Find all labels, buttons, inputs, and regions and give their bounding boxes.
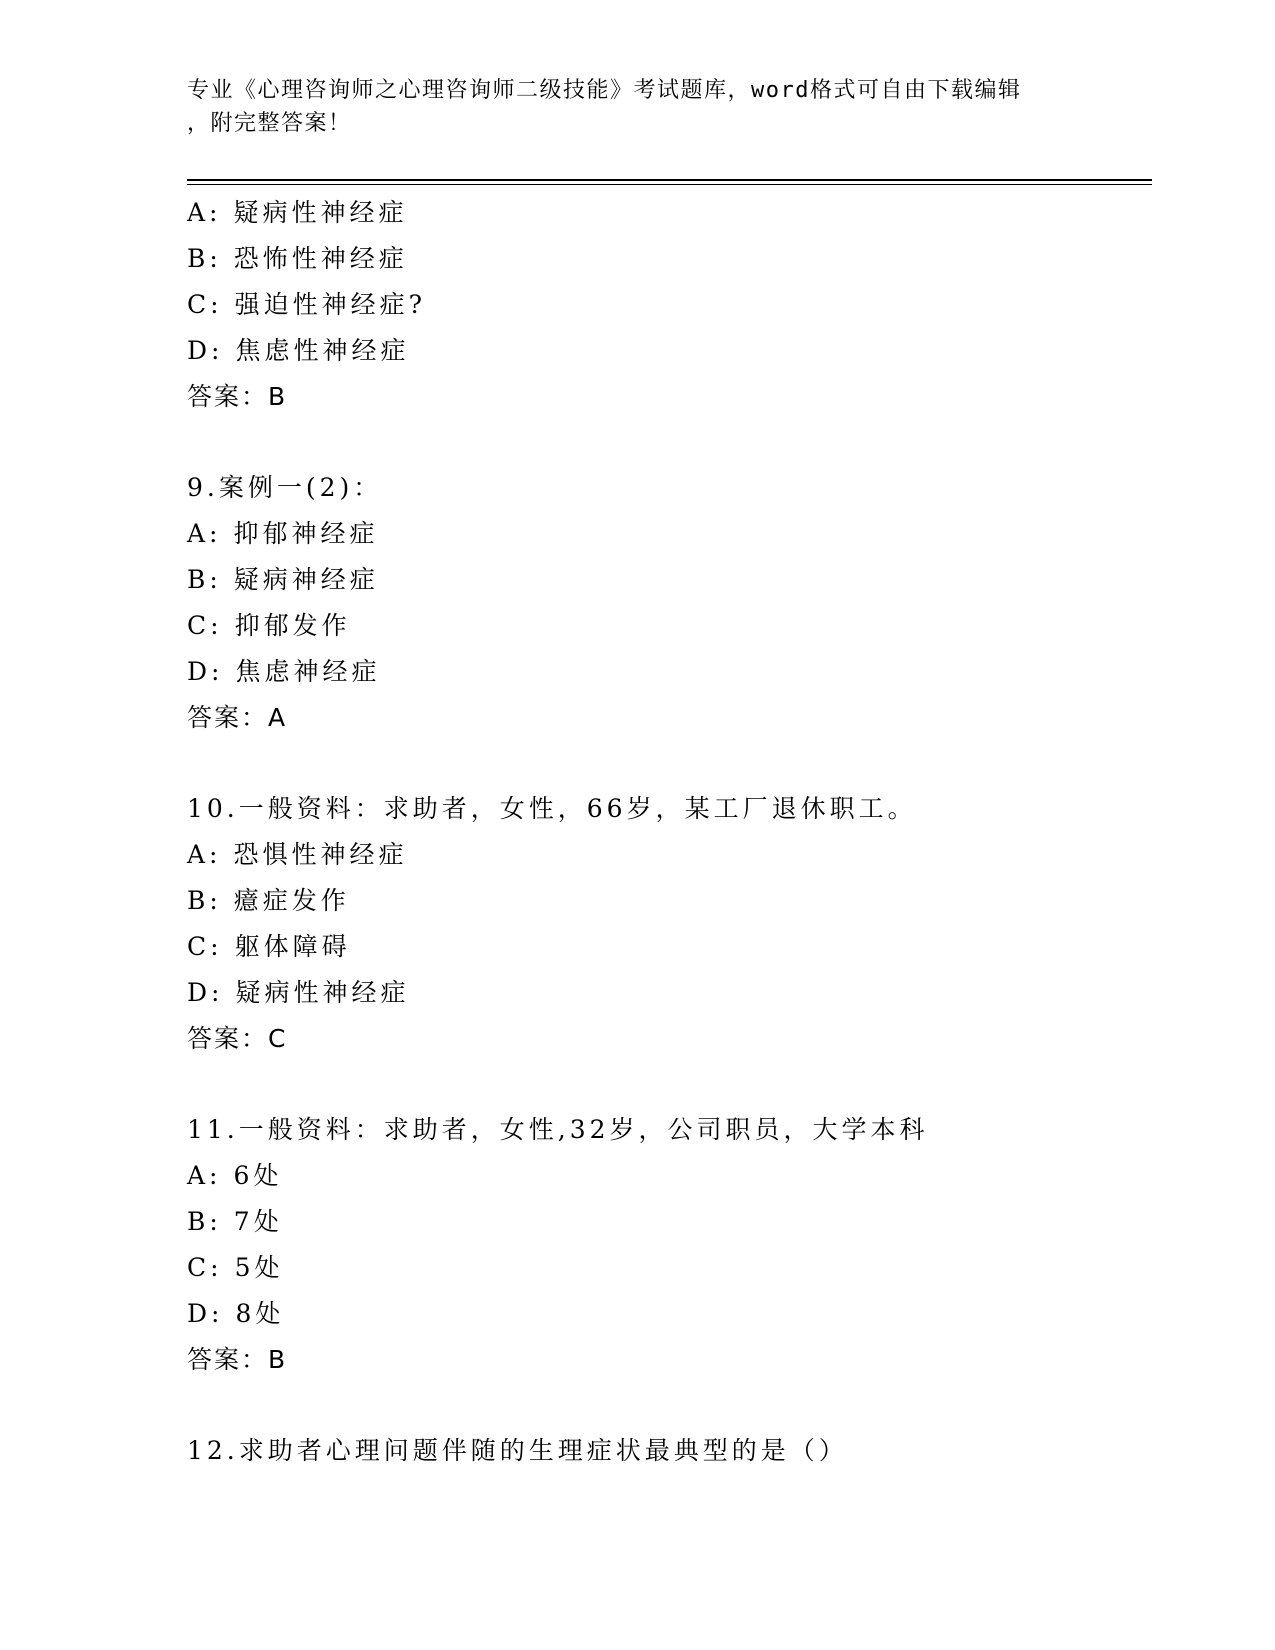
option-label: D: bbox=[187, 336, 224, 365]
option-text: 抑郁发作 bbox=[234, 611, 351, 640]
option-label: B: bbox=[187, 565, 222, 594]
option-text: 恐惧性神经症 bbox=[233, 840, 408, 869]
option-text: 躯体障碍 bbox=[234, 932, 351, 961]
option-text: 疑病性神经症 bbox=[235, 978, 410, 1007]
option-c bbox=[187, 924, 1147, 970]
option-b bbox=[187, 1199, 1147, 1245]
option-label: B: bbox=[187, 1207, 222, 1236]
question-spacer bbox=[187, 1383, 1147, 1428]
option-a bbox=[187, 832, 1147, 878]
option-a bbox=[187, 511, 1147, 557]
option-text: 强迫性神经症? bbox=[234, 290, 426, 319]
option-c bbox=[187, 603, 1147, 649]
option-label: A: bbox=[187, 840, 222, 869]
option-label: D: bbox=[187, 1299, 224, 1328]
option-d bbox=[187, 328, 1147, 374]
option-b bbox=[187, 236, 1147, 282]
question-item bbox=[187, 190, 1147, 420]
option-c bbox=[187, 1245, 1147, 1291]
question-spacer bbox=[187, 1062, 1147, 1107]
question-stem: 10.一般资料：求助者，女性，66岁，某工厂退休职工。 bbox=[187, 794, 917, 823]
option-label: A: bbox=[187, 519, 222, 548]
option-d bbox=[187, 1291, 1147, 1337]
question-spacer bbox=[187, 420, 1147, 465]
option-label: D: bbox=[187, 978, 224, 1007]
option-label: B: bbox=[187, 244, 222, 273]
question-stem: 9.案例一(2)： bbox=[187, 473, 383, 502]
option-a bbox=[187, 190, 1147, 236]
question-list bbox=[187, 190, 1147, 1474]
option-text: 焦虑性神经症 bbox=[235, 336, 410, 365]
answer-line: 答案：B bbox=[187, 1345, 288, 1374]
header-title-line2: ，附完整答案！ bbox=[187, 111, 352, 136]
option-d bbox=[187, 649, 1147, 695]
question-item bbox=[187, 786, 1147, 1062]
header-divider bbox=[187, 179, 1152, 181]
option-text: 6处 bbox=[233, 1161, 283, 1190]
option-text: 癔症发作 bbox=[233, 886, 350, 915]
option-a bbox=[187, 1153, 1147, 1199]
option-text: 恐怖性神经症 bbox=[233, 244, 408, 273]
option-text: 抑郁神经症 bbox=[233, 519, 379, 548]
option-d bbox=[187, 970, 1147, 1016]
option-c bbox=[187, 282, 1147, 328]
option-label: A: bbox=[187, 198, 222, 227]
answer-line: 答案：A bbox=[187, 703, 288, 732]
header-title-line1: 专业《心理咨询师之心理咨询师二级技能》考试题库，word格式可自由下载编辑 bbox=[187, 78, 1022, 103]
option-b bbox=[187, 878, 1147, 924]
question-stem: 12.求助者心理问题伴随的生理症状最典型的是（） bbox=[187, 1436, 848, 1465]
option-b bbox=[187, 557, 1147, 603]
option-label: C: bbox=[187, 290, 223, 319]
option-text: 5处 bbox=[234, 1253, 284, 1282]
question-stem: 11.一般资料：求助者，女性,32岁，公司职员，大学本科 bbox=[187, 1115, 929, 1144]
option-text: 疑病性神经症 bbox=[233, 198, 408, 227]
option-text: 疑病神经症 bbox=[233, 565, 379, 594]
document-header bbox=[187, 74, 1087, 140]
answer-line: 答案：C bbox=[187, 1024, 288, 1053]
header-divider-thin bbox=[187, 184, 1152, 185]
question-item bbox=[187, 1107, 1147, 1383]
option-label: C: bbox=[187, 1253, 223, 1282]
question-spacer bbox=[187, 741, 1147, 786]
answer-line: 答案：B bbox=[187, 382, 288, 411]
question-item bbox=[187, 465, 1147, 741]
option-label: C: bbox=[187, 932, 223, 961]
option-text: 焦虑神经症 bbox=[235, 657, 381, 686]
option-label: A: bbox=[187, 1161, 222, 1190]
question-item bbox=[187, 1428, 1147, 1474]
option-label: C: bbox=[187, 611, 223, 640]
option-label: B: bbox=[187, 886, 222, 915]
option-label: D: bbox=[187, 657, 224, 686]
option-text: 8处 bbox=[235, 1299, 285, 1328]
option-text: 7处 bbox=[233, 1207, 283, 1236]
